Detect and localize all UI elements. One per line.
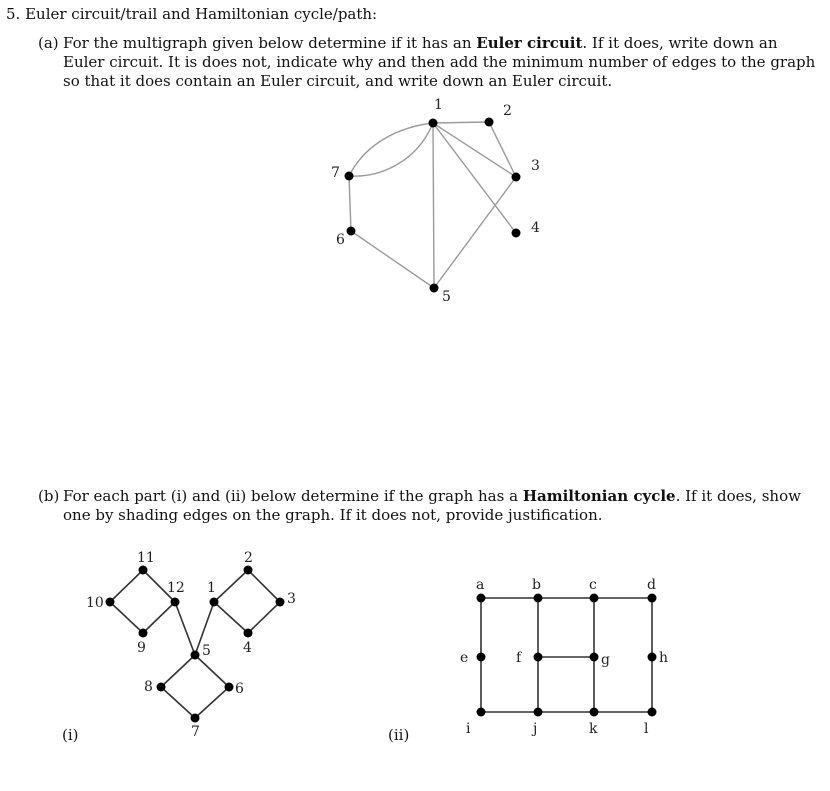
part-a-label: (a) bbox=[38, 34, 59, 52]
vertex-d bbox=[648, 594, 657, 603]
vertex-3 bbox=[512, 173, 521, 182]
edge-1-3 bbox=[433, 123, 516, 177]
vertex-label-c: c bbox=[589, 577, 597, 593]
edge-6-5 bbox=[351, 231, 434, 288]
graph-a-labels bbox=[331, 97, 540, 305]
vertex-label-b9: 9 bbox=[137, 640, 146, 656]
vertex-b9 bbox=[139, 629, 148, 638]
vertex-label-b12: 12 bbox=[167, 580, 185, 596]
edge-9-12 bbox=[143, 602, 175, 633]
vertex-label-e: e bbox=[460, 650, 469, 666]
vertex-label-l: l bbox=[644, 721, 649, 737]
vertex-label-1: 1 bbox=[434, 97, 443, 113]
edge-10-11 bbox=[110, 570, 143, 602]
part-b-line1-text: For each part (i) and (ii) below determine if the graph has a bbox=[63, 487, 523, 505]
edge-7-6 bbox=[349, 176, 351, 231]
vertex-b2 bbox=[244, 566, 253, 575]
edge-12-5 bbox=[175, 602, 195, 655]
edge-6-5 bbox=[195, 655, 229, 687]
graph-b-ii-edges bbox=[481, 598, 652, 712]
vertex-k bbox=[590, 708, 599, 717]
edge-11-12 bbox=[143, 570, 175, 602]
graph-b-i-labels bbox=[86, 550, 296, 740]
graph-a-edges bbox=[349, 122, 516, 288]
vertex-label-b10: 10 bbox=[86, 595, 104, 611]
vertex-c bbox=[590, 594, 599, 603]
edge-1-2-b bbox=[214, 570, 248, 602]
part-a-line1-text: For the multigraph given below determine if it has an bbox=[63, 34, 477, 52]
vertex-label-2: 2 bbox=[503, 103, 512, 119]
edge-8-7 bbox=[161, 687, 195, 718]
edge-1-2 bbox=[433, 122, 489, 123]
edge-7-6 bbox=[195, 687, 229, 718]
edge-2-3 bbox=[489, 122, 516, 177]
edge-3-4-b bbox=[248, 602, 280, 633]
vertex-1 bbox=[429, 119, 438, 128]
vertex-j bbox=[534, 708, 543, 717]
edge-1-7-lower bbox=[349, 123, 433, 176]
edge-1-4 bbox=[433, 123, 516, 233]
vertex-label-h: h bbox=[659, 650, 669, 666]
vertex-label-f: f bbox=[516, 650, 522, 666]
vertex-b7 bbox=[191, 714, 200, 723]
vertex-b11 bbox=[139, 566, 148, 575]
part-a-line1 bbox=[63, 34, 778, 53]
edge-5-1 bbox=[195, 602, 214, 655]
vertex-b10 bbox=[106, 598, 115, 607]
vertex-b bbox=[534, 594, 543, 603]
vertex-i bbox=[477, 708, 486, 717]
vertex-2 bbox=[485, 118, 494, 127]
vertex-label-b6: 6 bbox=[235, 681, 244, 697]
part-a-line1-tail: . If it does, write down an bbox=[582, 34, 778, 52]
vertex-b1 bbox=[210, 598, 219, 607]
vertex-label-i: i bbox=[466, 721, 471, 737]
vertex-6 bbox=[347, 227, 356, 236]
question-title: 5. Euler circuit/trail and Hamiltonian cycle/path: bbox=[6, 5, 378, 23]
part-b-line1-tail: . If it does, show bbox=[675, 487, 801, 505]
part-b-sub-i-label: (i) bbox=[62, 726, 79, 744]
vertex-a bbox=[477, 594, 486, 603]
vertex-label-3: 3 bbox=[531, 158, 540, 174]
graph-b-i-edges bbox=[110, 570, 280, 718]
vertex-label-d: d bbox=[647, 577, 656, 593]
edge-5-3 bbox=[434, 177, 516, 288]
vertex-b8 bbox=[157, 683, 166, 692]
vertex-label-7: 7 bbox=[331, 165, 340, 181]
vertex-label-b5: 5 bbox=[202, 643, 211, 659]
graph-a-vertices bbox=[345, 118, 521, 293]
edge-2-3-b bbox=[248, 570, 280, 602]
edge-10-9 bbox=[110, 602, 143, 633]
part-b-bold-term: Hamiltonian cycle bbox=[522, 487, 676, 505]
edge-5-8 bbox=[161, 655, 195, 687]
vertex-b6 bbox=[225, 683, 234, 692]
vertex-7 bbox=[345, 172, 354, 181]
edge-1-7-upper bbox=[349, 123, 433, 176]
vertex-label-b1: 1 bbox=[207, 580, 216, 596]
graph-b-i-vertices bbox=[106, 566, 285, 723]
vertex-h bbox=[648, 653, 657, 662]
part-b-line1 bbox=[63, 487, 801, 506]
vertex-b12 bbox=[171, 598, 180, 607]
vertex-label-b3: 3 bbox=[287, 591, 296, 607]
vertex-e bbox=[477, 653, 486, 662]
vertex-f bbox=[534, 653, 543, 662]
vertex-b3 bbox=[276, 598, 285, 607]
part-a-line3: so that it does contain an Euler circuit, and write down an Euler circuit. bbox=[63, 72, 613, 90]
vertex-label-6: 6 bbox=[336, 232, 345, 248]
edge-4-1-b bbox=[214, 602, 248, 633]
edge-1-5 bbox=[433, 123, 434, 288]
graph-b-ii-vertices bbox=[477, 594, 657, 717]
vertex-g bbox=[590, 653, 599, 662]
vertex-label-b: b bbox=[532, 577, 541, 593]
vertex-label-g: g bbox=[601, 652, 610, 668]
vertex-label-b8: 8 bbox=[144, 679, 153, 695]
part-b-label: (b) bbox=[38, 487, 60, 505]
part-b-line2: one by shading edges on the graph. If it does not, provide justification. bbox=[63, 506, 603, 524]
vertex-label-j: j bbox=[533, 721, 538, 737]
vertex-label-k: k bbox=[589, 721, 598, 737]
vertex-label-4: 4 bbox=[531, 220, 540, 236]
part-a-line2: Euler circuit. It is does not, indicate why and then add the minimum number of edges to the graph bbox=[63, 53, 816, 71]
vertex-4 bbox=[512, 229, 521, 238]
part-b-sub-ii-label: (ii) bbox=[388, 726, 410, 744]
part-a-bold-term: Euler circuit bbox=[476, 34, 583, 52]
vertex-label-5: 5 bbox=[442, 289, 451, 305]
graph-b-ii-labels bbox=[460, 577, 668, 737]
vertex-label-b4: 4 bbox=[243, 640, 252, 656]
vertex-label-a: a bbox=[476, 577, 485, 593]
vertex-label-b7: 7 bbox=[191, 724, 200, 740]
vertex-5 bbox=[430, 284, 439, 293]
vertex-label-b2: 2 bbox=[244, 550, 253, 566]
vertex-label-b11: 11 bbox=[137, 550, 155, 566]
vertex-b5 bbox=[191, 651, 200, 660]
vertex-b4 bbox=[244, 629, 253, 638]
vertex-l bbox=[648, 708, 657, 717]
